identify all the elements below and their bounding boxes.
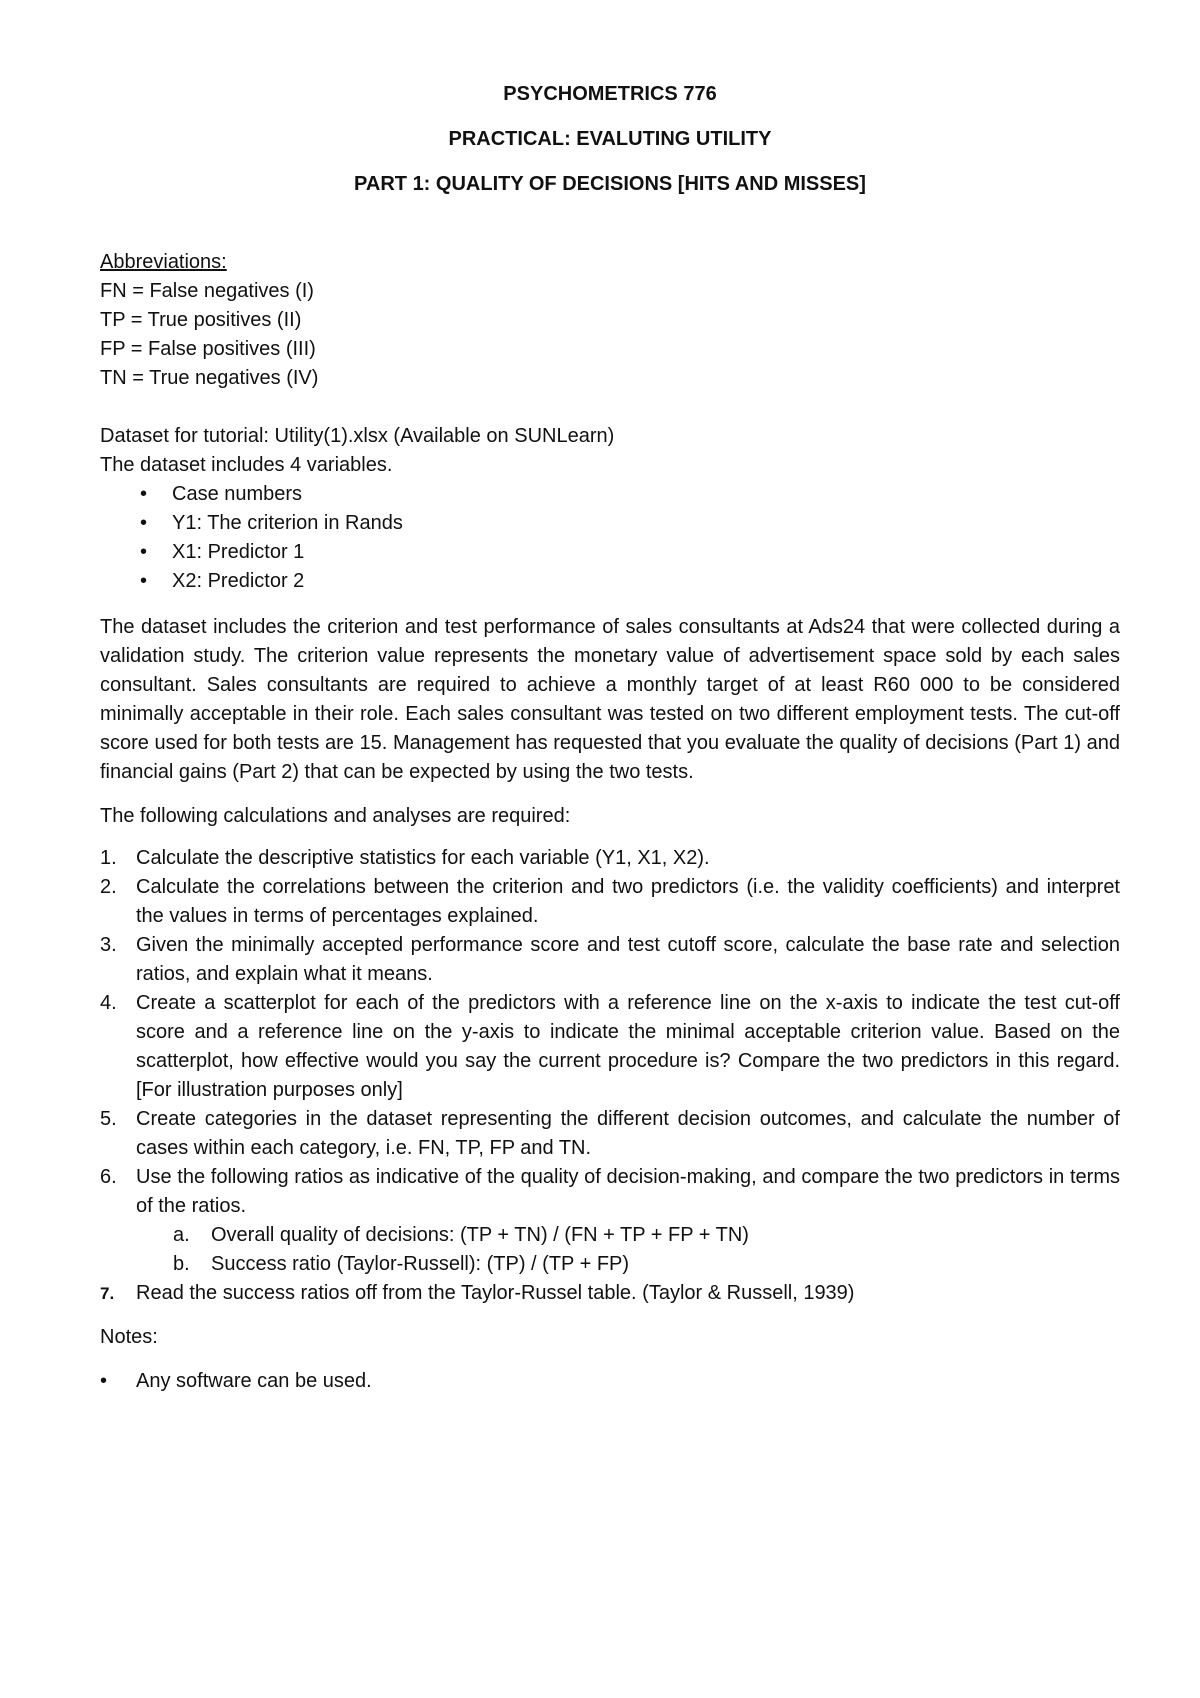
description-paragraph: The dataset includes the criterion and test performance of sales consultants at Ads24 that were collected during a validation study. The criterion value represents the monetary value of advertisement space sold by each sales consultant. Sales consultants are required to achieve a monthly target of at least R60 000 to be considered minimally acceptable in their role. Each sales consultant was tested on two different employment tests. The cut-off score used for both tests are 15. Management has requested that you evaluate the quality of decisions (Part 1) and financial gains (Part 2) that can be expected by using the two tests.: [100, 616, 1120, 783]
notes-heading: Notes:: [100, 1326, 158, 1348]
ratio-sublist: [136, 1221, 1120, 1279]
item-number: 4.: [100, 992, 117, 1014]
dataset-variables-intro: The dataset includes 4 variables.: [100, 454, 393, 476]
variable-label: Y1: The criterion in Rands: [172, 512, 403, 534]
list-item: [100, 1250, 1120, 1279]
list-item: [100, 509, 1120, 538]
item-number: 5.: [100, 1108, 117, 1130]
item-text: Calculate the correlations between the criterion and two predictors (i.e. the validity coefficients) and interpret the values in terms of percentages explained.: [136, 876, 1120, 927]
list-item: [100, 1163, 1120, 1279]
variable-list: [100, 480, 1120, 596]
practical-title: PRACTICAL: EVALUTING UTILITY: [448, 128, 772, 150]
bullet-icon: •: [140, 541, 148, 563]
item-number: 6.: [100, 1166, 117, 1188]
list-item: [100, 1367, 1120, 1396]
document-page: [100, 82, 1120, 1396]
list-item: [100, 873, 1120, 931]
sub-item-text: Success ratio (Taylor-Russell): (TP) / (TP + FP): [211, 1253, 630, 1275]
course-title: PSYCHOMETRICS 776: [503, 83, 717, 105]
bullet-icon: •: [140, 512, 148, 534]
list-item: [100, 1105, 1120, 1163]
abbreviation-tp: TP = True positives (II): [100, 309, 302, 331]
item-text: Use the following ratios as indicative of the quality of decision-making, and compare the two predictors in terms of the ratios.: [136, 1166, 1120, 1217]
item-number: 2.: [100, 876, 117, 898]
item-number: 7.: [100, 1284, 115, 1303]
item-text: Calculate the descriptive statistics for each variable (Y1, X1, X2).: [136, 847, 710, 869]
list-item: [100, 1279, 1120, 1308]
item-text: Read the success ratios off from the Taylor-Russel table. (Taylor & Russell, 1939): [136, 1282, 855, 1304]
list-item: [100, 989, 1120, 1105]
list-item: [100, 538, 1120, 567]
list-item: [100, 1221, 1120, 1250]
variable-label: X2: Predictor 2: [172, 570, 305, 592]
abbreviation-fn: FN = False negatives (I): [100, 280, 314, 302]
sub-item-letter: a.: [173, 1224, 190, 1246]
list-item: [100, 931, 1120, 989]
abbreviation-fp: FP = False positives (III): [100, 338, 316, 360]
part-title: PART 1: QUALITY OF DECISIONS [HITS AND MISSES]: [354, 173, 866, 195]
variable-label: Case numbers: [172, 483, 303, 505]
item-number: 3.: [100, 934, 117, 956]
sub-item-text: Overall quality of decisions: (TP + TN) / (FN + TP + FP + TN): [211, 1224, 749, 1246]
list-item: [100, 844, 1120, 873]
variable-label: X1: Predictor 1: [172, 541, 305, 563]
list-item: [100, 567, 1120, 596]
item-number: 1.: [100, 847, 117, 869]
dataset-line: Dataset for tutorial: Utility(1).xlsx (Available on SUNLearn): [100, 425, 615, 447]
abbreviations-heading: Abbreviations:: [100, 251, 227, 273]
note-text: Any software can be used.: [136, 1370, 372, 1392]
requirements-heading: The following calculations and analyses are required:: [100, 805, 571, 827]
bullet-icon: •: [140, 570, 148, 592]
bullet-icon: •: [100, 1370, 108, 1392]
item-text: Given the minimally accepted performance score and test cutoff score, calculate the base rate and selection ratios, and explain what it means.: [136, 934, 1120, 985]
item-text: Create a scatterplot for each of the predictors with a reference line on the x-axis to indicate the test cut-off score and a reference line on the y-axis to indicate the minimal acceptable criterion value. Based on the scatterplot, how effective would you say the current procedure is? Compare the two predictors in this regard. [For illustration purposes only]: [136, 992, 1120, 1101]
list-item: [100, 480, 1120, 509]
item-text: Create categories in the dataset representing the different decision outcomes, and calculate the number of cases within each category, i.e. FN, TP, FP and TN.: [136, 1108, 1120, 1159]
notes-list: [100, 1367, 1120, 1396]
bullet-icon: •: [140, 483, 148, 505]
sub-item-letter: b.: [173, 1253, 190, 1275]
requirements-list: [100, 844, 1120, 1308]
abbreviation-tn: TN = True negatives (IV): [100, 367, 319, 389]
